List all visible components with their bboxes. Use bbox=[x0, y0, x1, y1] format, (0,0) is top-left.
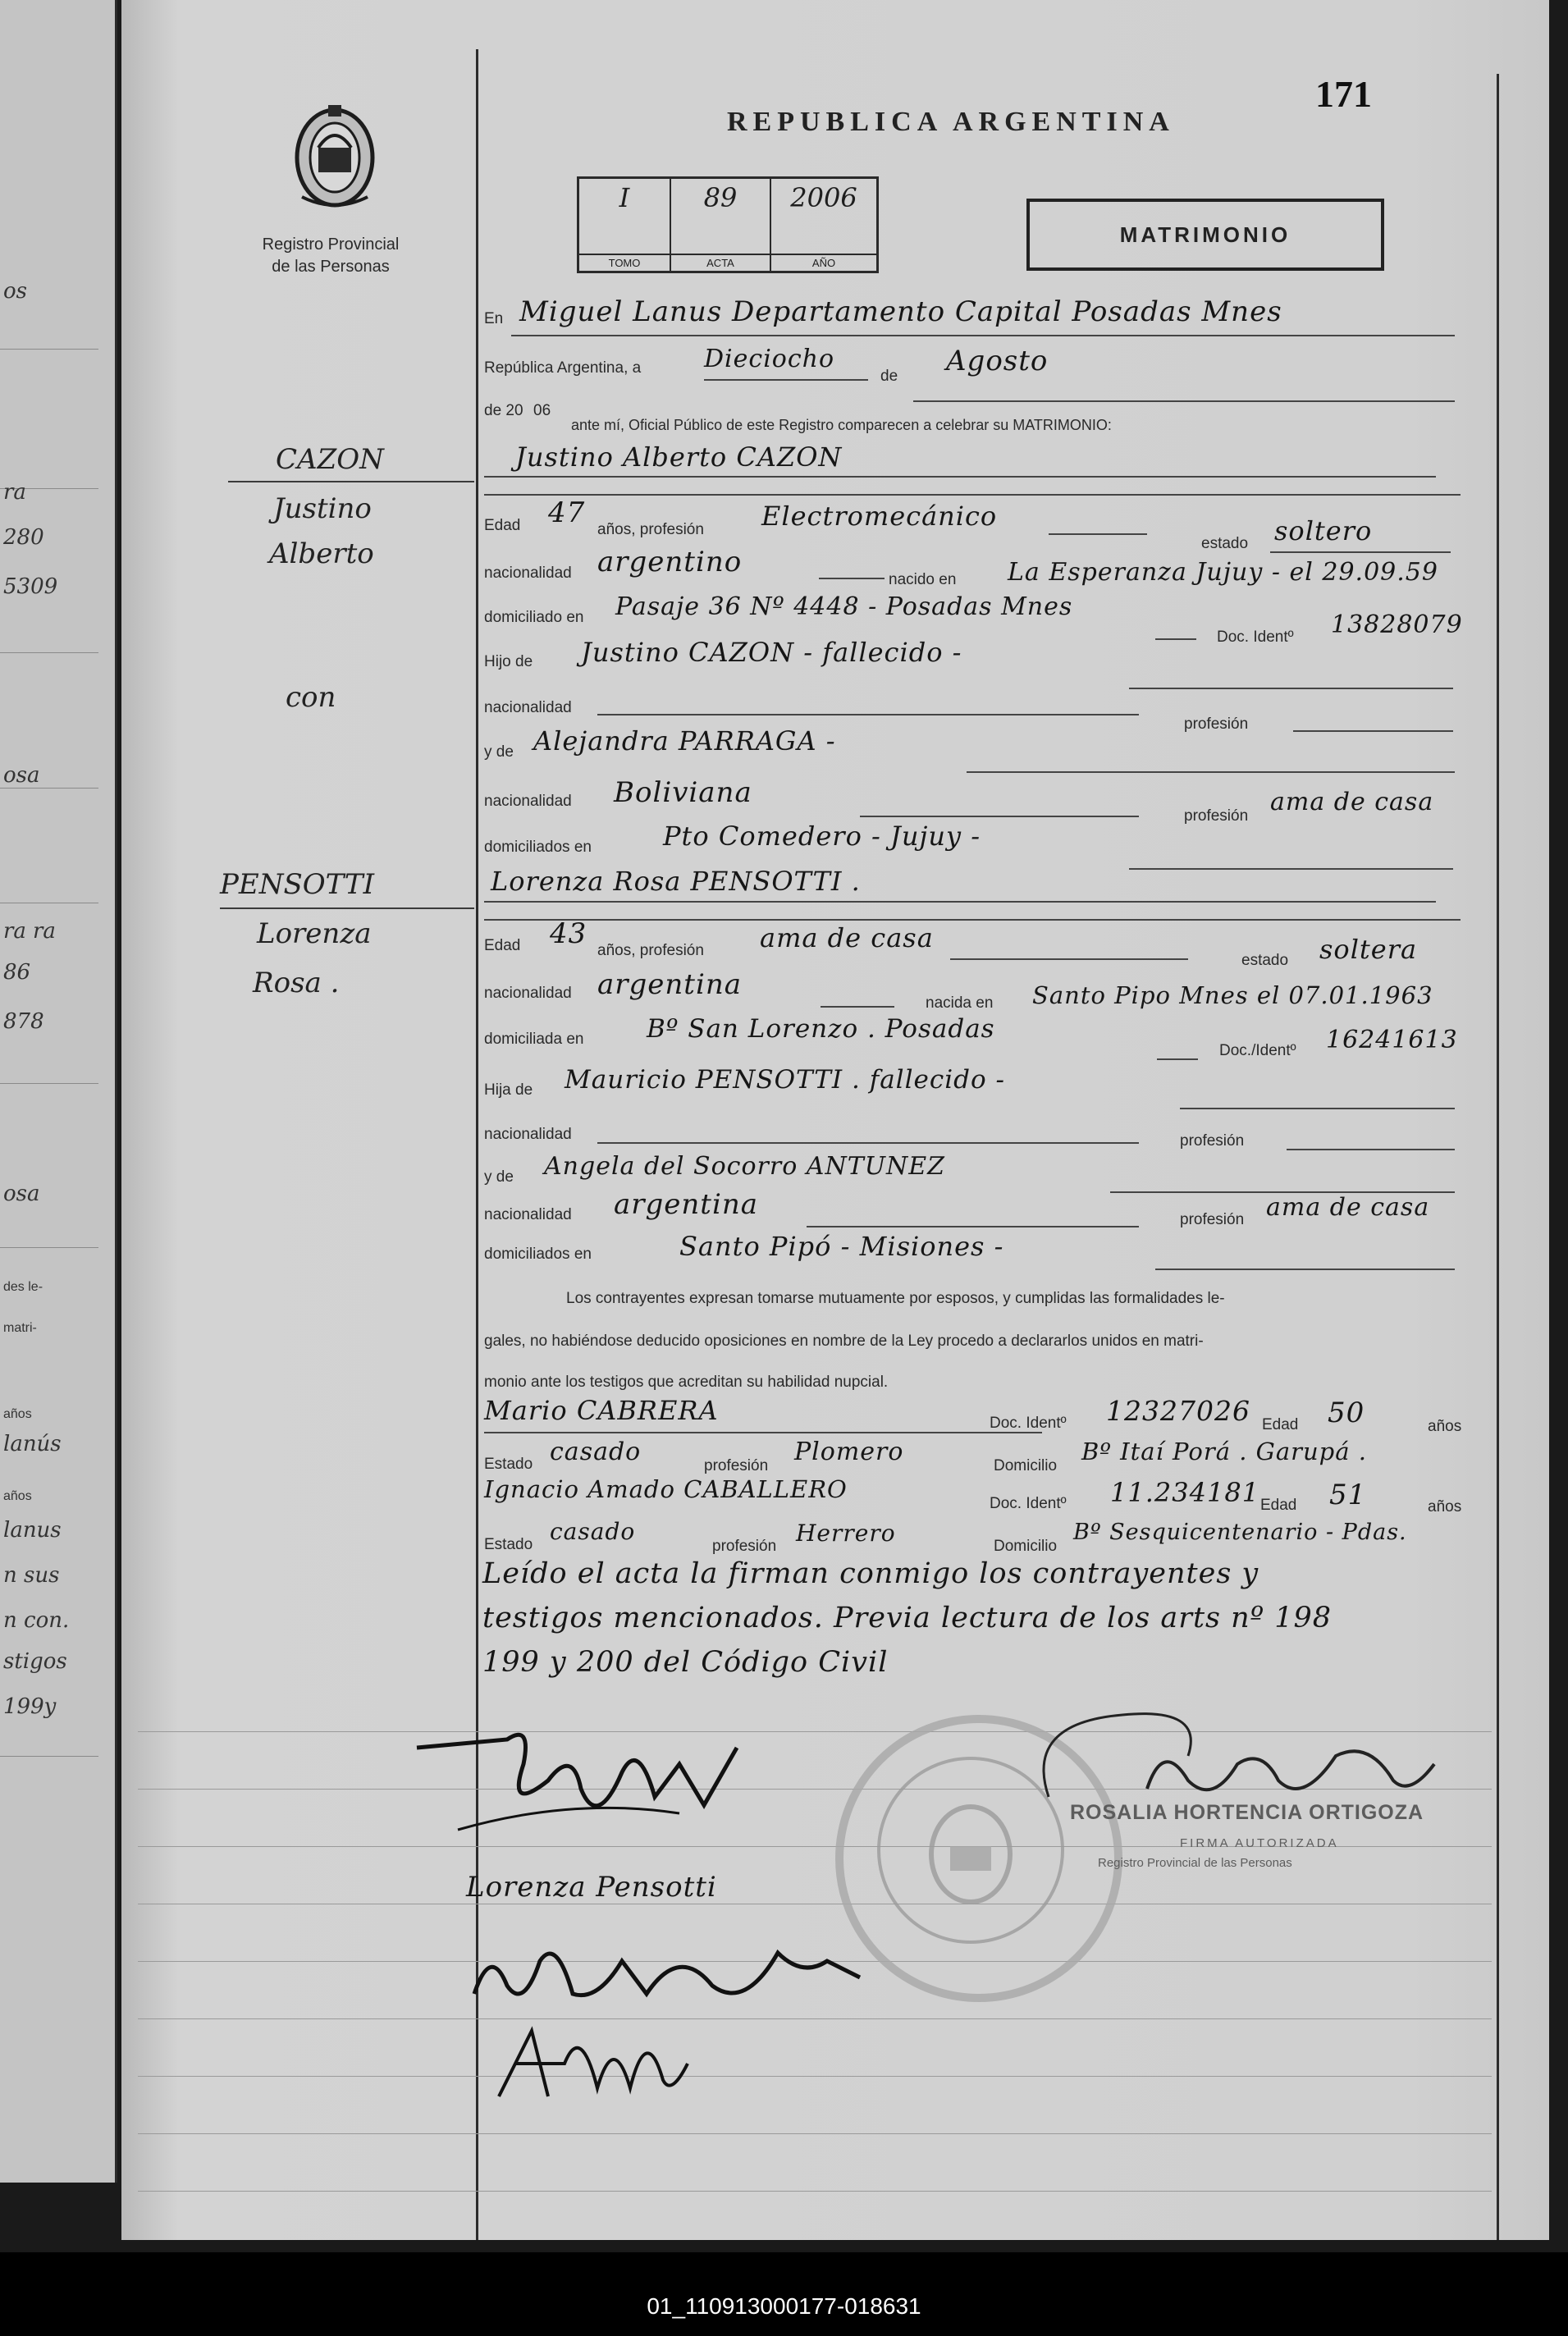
fill-line bbox=[1155, 1269, 1455, 1270]
fill-line bbox=[484, 494, 1461, 496]
witness-anos-label: años bbox=[1428, 1498, 1462, 1515]
spouse2-mother-profession: ama de casa bbox=[1266, 1193, 1430, 1222]
month-value: Agosto bbox=[946, 345, 1049, 377]
spouse2-father: Mauricio PENSOTTI . fallecido - bbox=[565, 1065, 1005, 1095]
tomo-cell bbox=[579, 179, 671, 271]
nacionalidad-label: nacionalidad bbox=[484, 565, 572, 582]
spouse1-nationality: argentino bbox=[597, 546, 743, 578]
reference-box bbox=[577, 176, 879, 273]
record-type-label: MATRIMONIO bbox=[1119, 222, 1291, 247]
fill-line bbox=[821, 1006, 894, 1008]
yde-label: y de bbox=[484, 743, 514, 761]
rule-line bbox=[0, 1247, 98, 1248]
acta-label: ACTA bbox=[671, 254, 770, 271]
domiciliados-label: domiciliados en bbox=[484, 839, 592, 856]
witness-doc-label: Doc. Identº bbox=[990, 1415, 1067, 1432]
fill-line bbox=[1293, 730, 1453, 732]
place-value: Miguel Lanus Departamento Capital Posadas Mnes bbox=[519, 295, 1282, 328]
officer-title: FIRMA AUTORIZADA bbox=[1180, 1836, 1339, 1850]
fill-line bbox=[484, 1432, 1042, 1433]
rule-line bbox=[138, 2191, 1492, 2192]
registry-label-line: Registro Provincial bbox=[262, 235, 400, 254]
prev-page-word: n sus bbox=[3, 1563, 60, 1588]
fill-line bbox=[597, 714, 1139, 715]
mother-profesion-label: profesión bbox=[1180, 1211, 1245, 1228]
signature-witness2 bbox=[482, 2014, 696, 2113]
spouse2-nationality: argentina bbox=[597, 968, 743, 1001]
prev-page-word: osa bbox=[3, 1182, 40, 1206]
year-prefix: de 20 bbox=[484, 402, 523, 419]
declaration-line: Los contrayentes expresan tomarse mutuamente por esposos, y cumplidas las formalidades le- bbox=[566, 1290, 1225, 1307]
spouse1-document: 13828079 bbox=[1331, 610, 1463, 639]
fill-line bbox=[819, 578, 885, 579]
prev-page-word: 280 bbox=[3, 525, 44, 550]
rule-line bbox=[138, 2133, 1492, 2134]
rule-line bbox=[0, 1083, 98, 1084]
fill-line bbox=[1129, 688, 1453, 689]
fill-line bbox=[1129, 868, 1453, 870]
registry-label-line: de las Personas bbox=[272, 258, 390, 276]
rule-line bbox=[138, 2018, 1492, 2019]
closing-note-line: 199 y 200 del Código Civil bbox=[482, 1646, 889, 1679]
spouse1-profession: Electromecánico bbox=[761, 501, 998, 532]
declaration-line: monio ante los testigos que acreditan su habilidad nupcial. bbox=[484, 1374, 889, 1391]
anos-profesion-label: años, profesión bbox=[597, 521, 704, 538]
rule-line bbox=[0, 788, 98, 789]
coat-of-arms-emblem bbox=[286, 98, 384, 213]
witness-doc-label: Doc. Identº bbox=[990, 1495, 1067, 1512]
fill-line bbox=[511, 335, 1455, 336]
margin-divider-line bbox=[476, 49, 478, 2240]
witness-edad-label: Edad bbox=[1260, 1497, 1297, 1514]
witness2-age: 51 bbox=[1329, 1479, 1367, 1511]
mother-profesion-label: profesión bbox=[1184, 807, 1249, 825]
witness2-profession: Herrero bbox=[796, 1520, 896, 1547]
prev-page-word: 199y bbox=[3, 1694, 57, 1719]
doc-label: Doc./Identº bbox=[1219, 1042, 1296, 1059]
spouse2-mother-nationality: argentina bbox=[614, 1188, 759, 1221]
prev-page-word: 878 bbox=[3, 1009, 44, 1034]
de-label: de bbox=[880, 368, 898, 385]
nacido-label: nacido en bbox=[889, 571, 957, 588]
yde-label: y de bbox=[484, 1168, 514, 1186]
witness1-age: 50 bbox=[1328, 1397, 1365, 1429]
hija-label: Hija de bbox=[484, 1081, 533, 1099]
nacionalidad-label: nacionalidad bbox=[484, 985, 572, 1002]
spouse1-mother-profession: ama de casa bbox=[1270, 788, 1434, 816]
signature-officer bbox=[1024, 1707, 1451, 1813]
mother-nacionalidad-label: nacionalidad bbox=[484, 1206, 572, 1223]
margin-spouse1-surname: CAZON bbox=[276, 443, 384, 476]
fill-line bbox=[597, 1142, 1139, 1144]
prev-page-word: ra bbox=[33, 919, 56, 944]
fill-line bbox=[860, 816, 1139, 817]
en-label: En bbox=[484, 310, 504, 327]
nacida-label: nacida en bbox=[926, 994, 994, 1012]
image-code: 01_110913000177-018631 bbox=[647, 2293, 921, 2319]
fill-line bbox=[1270, 551, 1451, 553]
hijo-label: Hijo de bbox=[484, 653, 533, 670]
spouse2-profession: ama de casa bbox=[760, 922, 934, 953]
spouse2-parents-address: Santo Pipó - Misiones - bbox=[679, 1231, 1004, 1262]
ano-label: AÑO bbox=[771, 254, 876, 271]
signature-spouse1 bbox=[409, 1715, 819, 1846]
fill-line bbox=[704, 379, 868, 381]
edad-label: Edad bbox=[484, 937, 521, 954]
signature-spouse2: Lorenza Pensotti bbox=[466, 1871, 717, 1904]
prev-page-print: des le- bbox=[3, 1280, 43, 1294]
previous-page-edge bbox=[0, 0, 117, 2183]
witness1-name: Mario CABRERA bbox=[484, 1395, 719, 1426]
mother-nacionalidad-label: nacionalidad bbox=[484, 793, 572, 810]
witness1-document: 12327026 bbox=[1106, 1395, 1250, 1427]
anos-profesion-label: años, profesión bbox=[597, 942, 704, 959]
prev-page-word: os bbox=[3, 279, 27, 304]
spouse1-estado: soltero bbox=[1274, 515, 1373, 546]
record-type-box bbox=[1026, 199, 1384, 271]
prev-page-print: matri- bbox=[3, 1321, 37, 1335]
estado-label: estado bbox=[1201, 535, 1249, 552]
prev-page-word: 5309 bbox=[3, 574, 58, 599]
right-border-line bbox=[1497, 74, 1499, 2240]
witness2-document: 11.234181 bbox=[1110, 1477, 1260, 1508]
prev-page-word: n con. bbox=[3, 1608, 70, 1633]
witness-estado-label: Estado bbox=[484, 1456, 533, 1473]
rule-line bbox=[0, 652, 98, 653]
fill-line bbox=[967, 771, 1455, 773]
fill-line bbox=[1155, 638, 1196, 640]
registry-label bbox=[236, 234, 425, 278]
officer-name: ROSALIA HORTENCIA ORTIGOZA bbox=[1070, 1801, 1424, 1824]
prev-page-word: osa bbox=[3, 763, 40, 788]
prev-page-word: lanus bbox=[3, 1518, 62, 1543]
spouse2-address: Bº San Lorenzo . Posadas bbox=[647, 1014, 995, 1044]
spouse1-age: 47 bbox=[548, 496, 586, 529]
spouse2-birth: Santo Pipo Mnes el 07.01.1963 bbox=[1032, 981, 1433, 1009]
witness-domicilio-label: Domicilio bbox=[994, 1457, 1058, 1474]
acta-cell bbox=[671, 179, 771, 271]
spouse1-parents-address: Pto Comedero - Jujuy - bbox=[663, 821, 981, 852]
margin-spouse2-given: Lorenza bbox=[257, 917, 372, 950]
witness1-address: Bº Itaí Porá . Garupá . bbox=[1081, 1438, 1367, 1465]
witness2-address: Bº Sesquicentenario - Pdas. bbox=[1073, 1520, 1407, 1545]
spouse2-mother: Angela del Socorro ANTUNEZ bbox=[544, 1152, 946, 1181]
estado-label: estado bbox=[1241, 952, 1289, 969]
prev-page-print: años bbox=[3, 1489, 32, 1503]
margin-spouse2-surname: PENSOTTI bbox=[220, 868, 375, 901]
witness-estado-label: Estado bbox=[484, 1536, 533, 1553]
spouse1-birth: La Esperanza Jujuy - el 29.09.59 bbox=[1008, 558, 1438, 587]
witness1-profession: Plomero bbox=[794, 1438, 904, 1466]
spouse2-document: 16241613 bbox=[1326, 1026, 1458, 1054]
fill-line bbox=[950, 958, 1188, 960]
edad-label: Edad bbox=[484, 517, 521, 534]
declaration-line: gales, no habiéndose deducido oposiciones en nombre de la Ley procedo a declararlos unidos en matri- bbox=[484, 1333, 1204, 1350]
ano-cell bbox=[771, 179, 876, 271]
witness-profesion-label: profesión bbox=[704, 1457, 769, 1474]
intro-statement: ante mí, Oficial Público de este Registro comparecen a celebrar su MATRIMONIO: bbox=[571, 417, 1112, 433]
prev-page-word: ra bbox=[3, 480, 26, 505]
domiciliados-label: domiciliados en bbox=[484, 1246, 592, 1263]
witness2-estado: casado bbox=[550, 1518, 636, 1545]
page-title: REPUBLICA ARGENTINA bbox=[727, 107, 1175, 137]
spouse1-mother-nationality: Boliviana bbox=[614, 776, 752, 809]
witness2-name: Ignacio Amado CABALLERO bbox=[484, 1475, 848, 1503]
fill-line bbox=[1049, 533, 1147, 535]
prev-page-print: años bbox=[3, 1407, 32, 1421]
margin-rule bbox=[220, 907, 474, 909]
spouse1-father: Justino CAZON - fallecido - bbox=[581, 637, 962, 668]
prev-page-word: 86 bbox=[3, 960, 31, 985]
margin-connector: con bbox=[286, 681, 336, 714]
witness1-estado: casado bbox=[550, 1438, 642, 1466]
certificate-page bbox=[121, 0, 1549, 2240]
witness-profesion-label: profesión bbox=[712, 1538, 777, 1555]
prev-page-word: ra bbox=[3, 919, 26, 944]
fill-line bbox=[484, 919, 1461, 921]
rule-line bbox=[0, 349, 98, 350]
margin-spouse1-given: Justino bbox=[273, 492, 372, 525]
spouse1-address: Pasaje 36 Nº 4448 - Posadas Mnes bbox=[615, 592, 1073, 621]
margin-spouse2-given: Rosa . bbox=[253, 967, 340, 999]
prev-page-word: stigos bbox=[3, 1649, 67, 1674]
father-nacionalidad-label: nacionalidad bbox=[484, 1126, 572, 1143]
officer-office: Registro Provincial de las Personas bbox=[1098, 1856, 1292, 1870]
tomo-value: I bbox=[619, 182, 630, 213]
republic-label: República Argentina, a bbox=[484, 359, 642, 377]
fill-line bbox=[484, 901, 1436, 903]
tomo-label: TOMO bbox=[579, 254, 670, 271]
prev-page-word: lanús bbox=[3, 1432, 62, 1456]
fill-line bbox=[1157, 1058, 1198, 1060]
acta-value: 89 bbox=[703, 182, 738, 213]
witness-anos-label: años bbox=[1428, 1418, 1462, 1435]
domiciliado-label: domiciliado en bbox=[484, 609, 584, 626]
fill-line bbox=[913, 400, 1455, 402]
spouse1-full-name: Justino Alberto CAZON bbox=[515, 441, 843, 473]
margin-spouse1-given: Alberto bbox=[269, 537, 374, 570]
father-nacionalidad-label: nacionalidad bbox=[484, 699, 572, 716]
father-profesion-label: profesión bbox=[1180, 1132, 1245, 1150]
day-value: Dieciocho bbox=[704, 345, 835, 373]
margin-rule bbox=[228, 481, 474, 482]
page-number: 171 bbox=[1315, 73, 1372, 115]
rule-line bbox=[138, 2076, 1492, 2077]
doc-label: Doc. Identº bbox=[1217, 629, 1294, 646]
father-profesion-label: profesión bbox=[1184, 715, 1249, 733]
witness-edad-label: Edad bbox=[1262, 1416, 1299, 1433]
closing-note-line: testigos mencionados. Previa lectura de los arts nº 198 bbox=[482, 1602, 1333, 1634]
rule-line bbox=[0, 1756, 98, 1757]
signature-witness1 bbox=[466, 1928, 893, 2018]
fill-line bbox=[1180, 1108, 1455, 1109]
spouse2-full-name: Lorenza Rosa PENSOTTI . bbox=[491, 866, 861, 897]
domiciliada-label: domiciliada en bbox=[484, 1031, 584, 1048]
year-suffix: 06 bbox=[533, 402, 551, 419]
fill-line bbox=[484, 476, 1436, 478]
witness-domicilio-label: Domicilio bbox=[994, 1538, 1058, 1555]
spouse2-age: 43 bbox=[550, 917, 587, 950]
ano-value: 2006 bbox=[790, 182, 857, 213]
closing-note-line: Leído el acta la firman conmigo los contrayentes y bbox=[482, 1557, 1259, 1590]
fill-line bbox=[1287, 1149, 1455, 1150]
fill-line bbox=[807, 1226, 1139, 1227]
spouse1-mother: Alejandra PARRAGA - bbox=[533, 725, 836, 757]
spouse2-estado: soltera bbox=[1319, 934, 1418, 965]
